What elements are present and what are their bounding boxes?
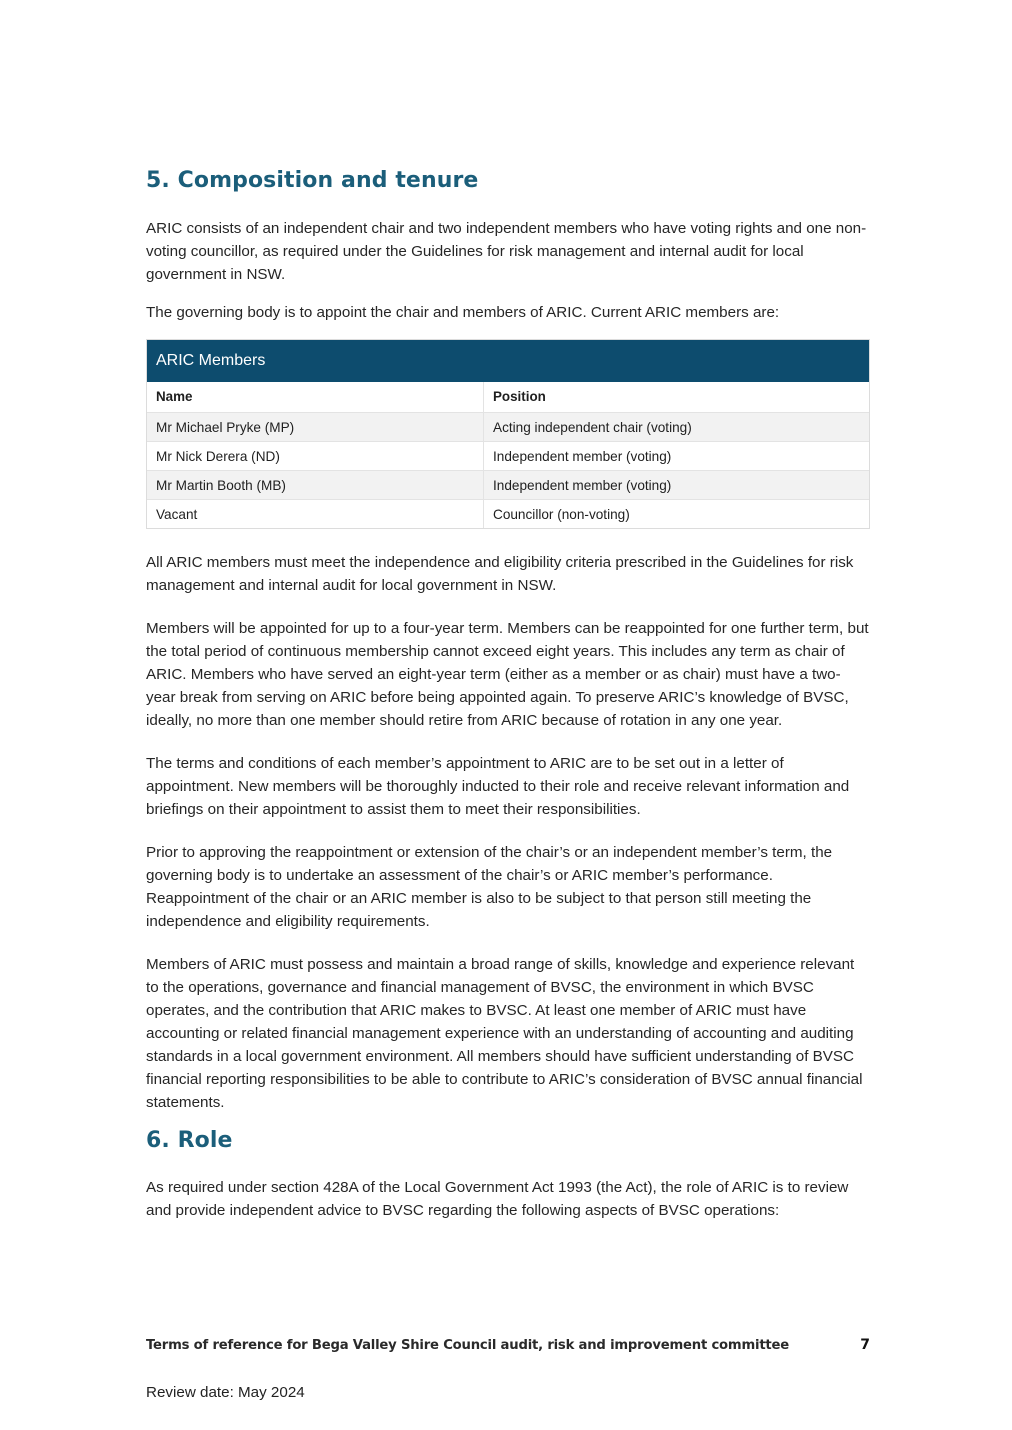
section-5-paragraph-7: Members of ARIC must possess and maintain a broad range of skills, knowledge and experience relevant to the operations, governance and financial management of BVSC, the environment in which BVSC operates, and the contribution that ARIC makes to BVSC. At least one member of ARIC must have accounting or related financial management experience with an understanding of accounting and auditing standards in a local government environment. All members should have sufficient understanding of BVSC financial reporting responsibilities to be able to contribute to ARIC’s consideration of BVSC annual financial statements. [146,956,863,1111]
column-header-name: Name [147,382,484,412]
table-row [147,441,869,470]
table-row [147,499,869,528]
member-position: Independent member (voting) [493,449,672,464]
section-6-paragraph-1: As required under section 428A of the Local Government Act 1993 (the Act), the role of ARIC is to review and provide independent advice to BVSC regarding the following aspects of BVSC operations: [146,1179,849,1219]
footer-title: Terms of reference for Bega Valley Shire Council audit, risk and improvement committee [146,1337,790,1353]
member-position: Acting independent chair (voting) [493,420,692,435]
page-number: 7 [860,1337,870,1353]
section-6-heading: 6. Role [146,1128,233,1153]
section-5-paragraph-3: All ARIC members must meet the independence and eligibility criteria prescribed in the Guidelines for risk management and internal audit for local government in NSW. [146,554,854,594]
member-name: Mr Nick Derera (ND) [147,442,484,470]
column-header-position: Position [493,389,546,404]
section-5-paragraph-4: Members will be appointed for up to a four-year term. Members can be reappointed for one further term, but the total period of continuous membership cannot exceed eight years. This includes any term as chair of ARIC. Members who have served an eight-year term (either as a member or as chair) must have a two-year break from serving on ARIC before being appointed again. To preserve ARIC’s knowledge of BVSC, ideally, no more than one member should retire from ARIC because of rotation in any one year. [146,620,869,729]
member-position: Councillor (non-voting) [493,507,630,522]
section-5-paragraph-2: The governing body is to appoint the chair and members of ARIC. Current ARIC members are: [146,304,780,321]
aric-members-table [146,339,870,529]
member-name: Mr Michael Pryke (MP) [147,413,484,441]
page-footer [146,1334,870,1356]
page-content [146,168,870,1222]
member-name: Vacant [147,500,484,528]
section-5-paragraph-5: The terms and conditions of each member’s appointment to ARIC are to be set out in a letter of appointment. New members will be thoroughly inducted to their role and receive relevant information and briefings on their appointment to assist them to meet their responsibilities. [146,755,850,818]
review-date: Review date: May 2024 [146,1384,305,1401]
member-name: Mr Martin Booth (MB) [147,471,484,499]
section-5-paragraph-1: ARIC consists of an independent chair and two independent members who have voting rights and one non-voting councillor, as required under the Guidelines for risk management and internal audit for local government in NSW. [146,220,867,283]
table-row [147,412,869,441]
table-title: ARIC Members [147,340,869,382]
section-5-paragraph-6: Prior to approving the reappointment or extension of the chair’s or an independent member’s term, the governing body is to undertake an assessment of the chair’s or ARIC member’s performance. Reappointment of the chair or an ARIC member is also to be subject to that person still meeting the independence and eligibility requirements. [146,844,833,930]
table-row [147,470,869,499]
member-position: Independent member (voting) [493,478,672,493]
table-header-row [147,382,869,412]
section-5-heading: 5. Composition and tenure [146,168,479,193]
